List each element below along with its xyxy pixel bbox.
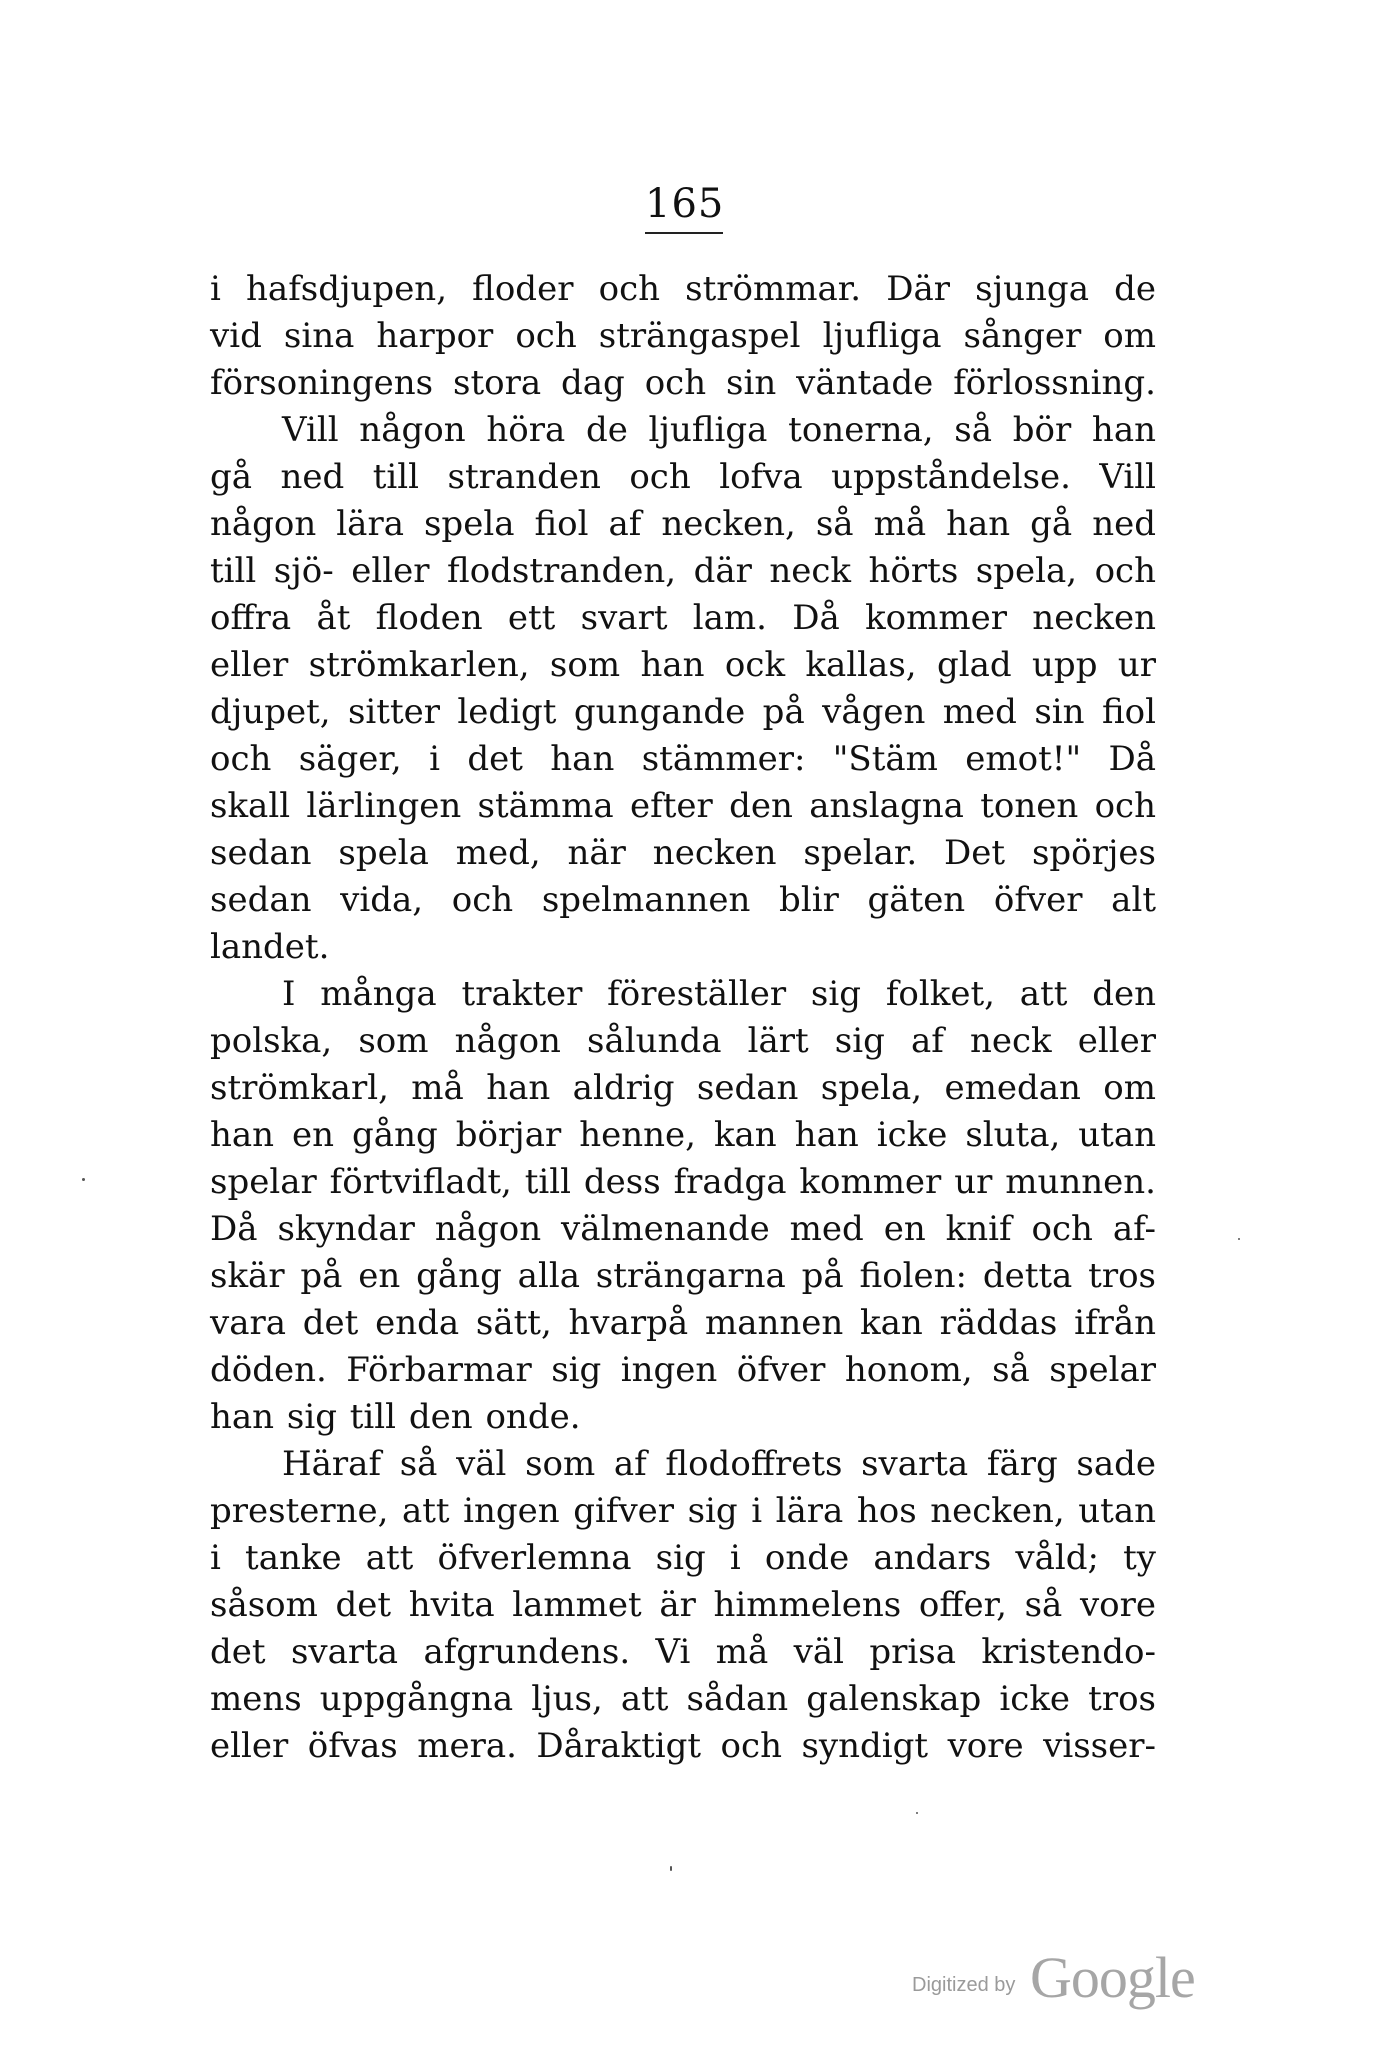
scan-speck	[670, 1866, 672, 1871]
text-line: och säger, i det han stämmer: "Stäm emot!" Då	[210, 739, 1156, 779]
digitized-label: Digitized by	[912, 1974, 1016, 1996]
text-line: offra åt floden ett svart lam. Då kommer necken	[210, 598, 1156, 638]
paragraph-end: han sig till den onde.	[210, 1397, 581, 1437]
paragraph-start: I många trakter föreställer sig folket, att den	[282, 974, 1156, 1014]
page-number-underline	[645, 232, 723, 234]
text-line: skall lärlingen stämma efter den anslagna tonen och	[210, 786, 1156, 826]
scan-speck	[82, 1178, 85, 1181]
text-line: polska, som någon sålunda lärt sig af neck eller	[210, 1021, 1156, 1061]
google-logo: Google	[1030, 1945, 1195, 2010]
text-line: presterne, att ingen gifver sig i lära hos necken, utan	[210, 1491, 1156, 1531]
paragraph-end: landet.	[210, 927, 330, 967]
text-line: i tanke att öfverlemna sig i onde andars våld; ty	[210, 1538, 1156, 1578]
paragraph-start: Häraf så väl som af flodoffrets svarta färg sade	[282, 1444, 1156, 1484]
text-line: mens uppgångna ljus, att sådan galenskap icke tros	[210, 1679, 1156, 1719]
paragraph-start: Vill någon höra de ljufliga tonerna, så bör han	[282, 410, 1156, 450]
text-line: såsom det hvita lammet är himmelens offer, så vore	[210, 1585, 1156, 1625]
text-line: till sjö- eller flodstranden, där neck hörts spela, och	[210, 551, 1156, 591]
text-line: sedan spela med, när necken spelar. Det spörjes	[210, 833, 1156, 873]
body-text	[210, 266, 1156, 1770]
text-line: försoningens stora dag och sin väntade förlossning.	[210, 363, 1156, 403]
text-line: eller öfvas mera. Dåraktigt och syndigt vore visser-	[210, 1726, 1156, 1766]
text-line: gå ned till stranden och lofva uppståndelse. Vill	[210, 457, 1156, 497]
text-line: någon lära spela fiol af necken, så må han gå ned	[210, 504, 1156, 544]
text-line: skär på en gång alla strängarna på fiolen: detta tros	[210, 1256, 1156, 1296]
scan-speck	[916, 1812, 918, 1814]
text-line: eller strömkarlen, som han ock kallas, glad upp ur	[210, 645, 1156, 685]
text-line: vid sina harpor och strängaspel ljufliga sånger om	[210, 316, 1156, 356]
text-line: djupet, sitter ledigt gungande på vågen med sin fiol	[210, 692, 1156, 732]
page-number: 165	[645, 181, 725, 227]
text-line: döden. Förbarmar sig ingen öfver honom, så spelar	[210, 1350, 1156, 1390]
text-line: i hafsdjupen, floder och strömmar. Där sjunga de	[210, 269, 1156, 309]
text-line: vara det enda sätt, hvarpå mannen kan räddas ifrån	[210, 1303, 1156, 1343]
text-line: sedan vida, och spelmannen blir gäten öfver alt	[210, 880, 1156, 920]
text-line: spelar förtvifladt, till dess fradga kommer ur munnen.	[210, 1162, 1156, 1202]
text-line: strömkarl, må han aldrig sedan spela, emedan om	[210, 1068, 1156, 1108]
text-line: Då skyndar någon välmenande med en knif och af-	[210, 1209, 1156, 1249]
text-line: han en gång börjar henne, kan han icke sluta, utan	[210, 1115, 1156, 1155]
text-line: det svarta afgrundens. Vi må väl prisa kristendo-	[210, 1632, 1156, 1672]
scan-speck	[1238, 1238, 1240, 1240]
